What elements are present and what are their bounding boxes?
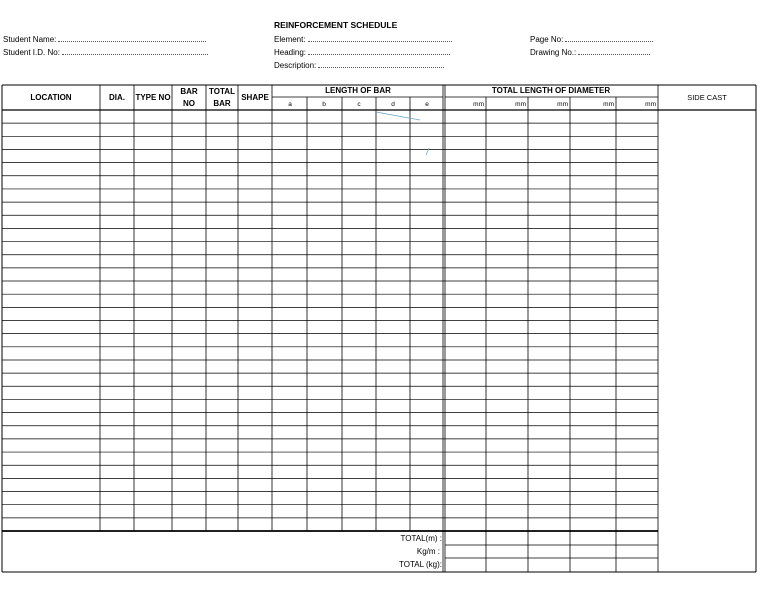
element-label: Element: — [274, 35, 306, 44]
pen-tick-mark — [426, 148, 429, 155]
description-label: Description: — [274, 61, 317, 70]
length-sub-e: e — [425, 101, 429, 108]
header-location: LOCATION — [30, 93, 72, 102]
length-sub-d: d — [391, 101, 395, 108]
drawing-no-label: Drawing No.: — [530, 48, 577, 57]
pen-stroke-mark — [376, 112, 420, 120]
header-type-no: TYPE NO — [135, 93, 171, 102]
kg-per-m-label: Kg/m : — [416, 547, 440, 556]
schedule-title: REINFORCEMENT SCHEDULE — [274, 20, 398, 30]
page-no-label: Page No: — [530, 35, 564, 44]
heading-label: Heading: — [274, 48, 307, 57]
header-side-cast: SIDE CAST — [687, 93, 727, 102]
total-m-label: TOTAL(m) : — [400, 534, 442, 543]
diameter-sub-2: mm — [515, 101, 526, 108]
student-name-label: Student Name: — [3, 35, 57, 44]
total-kg-label: TOTAL (kg): — [399, 560, 442, 569]
header-length-of-bar: LENGTH OF BAR — [325, 86, 391, 95]
header-bar-no-line1: BAR — [180, 87, 198, 96]
header-shape: SHAPE — [241, 93, 269, 102]
length-sub-a: a — [288, 101, 292, 108]
length-sub-c: c — [357, 101, 361, 108]
diameter-sub-1: mm — [473, 101, 484, 108]
table-grid-lines — [2, 85, 756, 572]
length-sub-b: b — [322, 101, 326, 108]
header-total-length-of-diameter: TOTAL LENGTH OF DIAMETER — [491, 86, 611, 95]
header-total-bar-line1: TOTAL — [209, 87, 235, 96]
header-total-bar-line2: BAR — [213, 99, 231, 108]
student-id-label: Student I.D. No: — [3, 48, 60, 57]
diameter-sub-3: mm — [557, 101, 568, 108]
header-dia: DIA. — [109, 93, 125, 102]
header-bar-no-line2: NO — [183, 99, 195, 108]
diameter-sub-5: mm — [645, 101, 656, 108]
diameter-sub-4: mm — [603, 101, 614, 108]
